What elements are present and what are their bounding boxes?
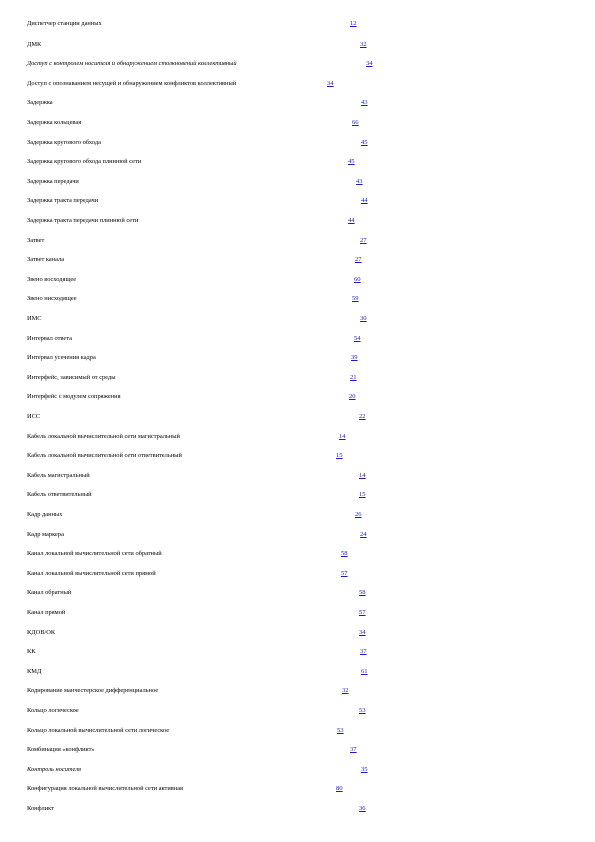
index-entry — [27, 236, 587, 250]
page-number-link[interactable]: 80 — [336, 785, 343, 792]
index-term: Доступ с контролем носителя и обнаружением столкновений коллективный — [27, 60, 237, 67]
page-number-link[interactable]: 26 — [355, 511, 362, 518]
index-term: Звено нисходящее — [27, 295, 77, 302]
index-entry — [27, 59, 587, 73]
index-entry — [27, 334, 587, 348]
index-term: Задержка кольцевая — [27, 119, 82, 126]
index-entry — [27, 157, 587, 171]
index-term: Кабель локальной вычислительной сети магистральный — [27, 433, 180, 440]
page-number-link[interactable]: 14 — [339, 433, 346, 440]
page-number-link[interactable]: 45 — [361, 139, 368, 146]
index-term: Конфигурация локальной вычислительной сети активная — [27, 785, 183, 792]
index-entry — [27, 726, 587, 740]
index-term: Интерфейс, зависимый от среды — [27, 374, 116, 381]
index-entry — [27, 628, 587, 642]
index-entry — [27, 686, 587, 700]
index-term: Кодирование манчестерское дифференциальное — [27, 687, 159, 694]
page-number-link[interactable]: 12 — [350, 20, 357, 27]
page-number-link[interactable]: 57 — [359, 609, 366, 616]
index-term: Задержка передачи — [27, 178, 79, 185]
index-entry — [27, 118, 587, 132]
index-term: Звено восходящее — [27, 276, 77, 283]
page-number-link[interactable]: 34 — [327, 80, 334, 87]
index-term: Задержка тракта передачи плиннюй сети — [27, 217, 139, 224]
index-entry — [27, 19, 587, 33]
index-term: КМД — [27, 668, 42, 675]
index-term: Интервал ответа — [27, 335, 72, 342]
index-entry — [27, 608, 587, 622]
page-number-link[interactable]: 15 — [336, 452, 343, 459]
index-term: Конфликт — [27, 805, 54, 812]
index-entry — [27, 471, 587, 485]
page-number-link[interactable]: 27 — [360, 237, 367, 244]
page-number-link[interactable]: 21 — [350, 374, 357, 381]
page-number-link[interactable]: 60 — [354, 276, 361, 283]
index-term: Кольцо логическое — [27, 707, 79, 714]
page-number-link[interactable]: 53 — [359, 707, 366, 714]
page-number-link[interactable]: 20 — [349, 393, 356, 400]
page-number-link[interactable]: 22 — [359, 413, 366, 420]
index-entry — [27, 138, 587, 152]
page-number-link[interactable]: 58 — [341, 550, 348, 557]
page-number-link[interactable]: 37 — [350, 746, 357, 753]
page-number-link[interactable]: 15 — [359, 491, 366, 498]
page-number-link[interactable]: 57 — [341, 570, 348, 577]
index-term: Задержка тракта передачи — [27, 197, 99, 204]
index-term: Интервал усечения кадра — [27, 354, 96, 361]
index-entry — [27, 804, 587, 818]
index-entry — [27, 98, 587, 112]
index-entry — [27, 784, 587, 798]
index-entry — [27, 647, 587, 661]
index-term: Канал обратный — [27, 589, 72, 596]
index-entry — [27, 294, 587, 308]
index-term: Задержка — [27, 99, 53, 106]
page-number-link[interactable]: 58 — [359, 589, 366, 596]
index-entry — [27, 255, 587, 269]
index-entry — [27, 432, 587, 446]
index-entry — [27, 490, 587, 504]
index-entry — [27, 667, 587, 681]
index-term: Затвет канала — [27, 256, 65, 263]
page-number-link[interactable]: 32 — [360, 41, 367, 48]
page-number-link[interactable]: 43 — [356, 178, 363, 185]
index-entry — [27, 216, 587, 230]
page-number-link[interactable]: 14 — [359, 472, 366, 479]
page-number-link[interactable]: 37 — [360, 648, 367, 655]
index-term: Комбинация «конфликт» — [27, 746, 95, 753]
index-term: Кабель локальной вычислительной сети ответвительный — [27, 452, 182, 459]
page-number-link[interactable]: 43 — [361, 99, 368, 106]
index-entry — [27, 745, 587, 759]
index-entry — [27, 275, 587, 289]
page-number-link[interactable]: 24 — [360, 531, 367, 538]
page-number-link[interactable]: 27 — [355, 256, 362, 263]
index-entry — [27, 706, 587, 720]
index-entry — [27, 353, 587, 367]
index-entry — [27, 451, 587, 465]
page-number-link[interactable]: 54 — [354, 335, 361, 342]
index-term: Кабель ответвительный — [27, 491, 92, 498]
page-number-link[interactable]: 34 — [366, 60, 373, 67]
index-term: Кабель магистральный — [27, 472, 90, 479]
index-entry — [27, 412, 587, 426]
page-number-link[interactable]: 36 — [359, 805, 366, 812]
index-term: Задержка кругового обхода плиннюй сети — [27, 158, 142, 165]
index-entry — [27, 588, 587, 602]
index-entry — [27, 392, 587, 406]
index-entry — [27, 177, 587, 191]
index-term: ИМС — [27, 315, 42, 322]
index-entry — [27, 549, 587, 563]
page-number-link[interactable]: 44 — [348, 217, 355, 224]
index-term: Канал локальной вычислительной сети прямой — [27, 570, 156, 577]
page-number-link[interactable]: 32 — [342, 687, 349, 694]
index-entry — [27, 569, 587, 583]
index-entry — [27, 765, 587, 779]
index-entry — [27, 40, 587, 54]
page-number-link[interactable]: 53 — [337, 727, 344, 734]
page-number-link[interactable]: 35 — [361, 766, 368, 773]
index-term: Канал прямой — [27, 609, 66, 616]
page-number-link[interactable]: 44 — [361, 197, 368, 204]
index-term: Кольцо локальной вычислительной сети логическое — [27, 727, 170, 734]
page-number-link[interactable]: 61 — [361, 668, 368, 675]
index-entry — [27, 196, 587, 210]
index-term: Кадр маркера — [27, 531, 64, 538]
index-entry — [27, 314, 587, 328]
page-number-link[interactable]: 39 — [351, 354, 358, 361]
page-number-link[interactable]: 59 — [352, 295, 359, 302]
index-term: ДМК — [27, 41, 42, 48]
index-term: Канал локальной вычислительной сети обратный — [27, 550, 162, 557]
index-term: Кадр данных — [27, 511, 63, 518]
page-number-link[interactable]: 45 — [348, 158, 355, 165]
page-number-link[interactable]: 34 — [359, 629, 366, 636]
index-term: Диспетчер станции данных — [27, 20, 102, 27]
index-entry — [27, 79, 587, 93]
index-term: Контроль носителя — [27, 766, 81, 773]
index-term: Задержка кругового обхода — [27, 139, 101, 146]
page-number-link[interactable]: 30 — [360, 315, 367, 322]
index-term: КК — [27, 648, 36, 655]
index-entry — [27, 373, 587, 387]
index-entry — [27, 510, 587, 524]
page-number-link[interactable]: 66 — [352, 119, 359, 126]
index-term: Доступ с опознаванием несущей и обнаружением конфликтов коллективный — [27, 80, 237, 87]
index-term: Затвет — [27, 237, 45, 244]
index-term: Интерфейс с модулем сопряжения — [27, 393, 121, 400]
index-term: КДОВ/ОК — [27, 629, 56, 636]
index-term: ИСС — [27, 413, 41, 420]
index-entry — [27, 530, 587, 544]
